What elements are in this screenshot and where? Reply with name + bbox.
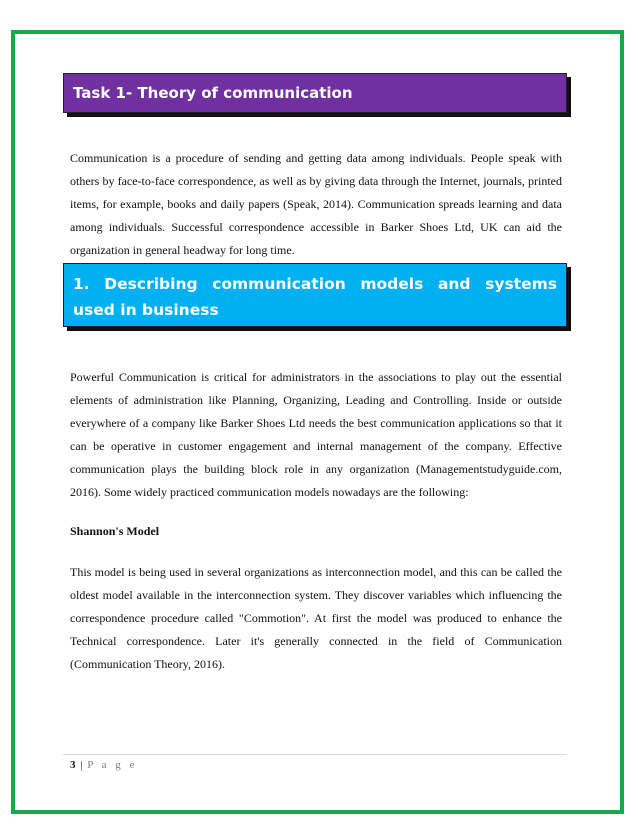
page-label: P a g e — [87, 759, 138, 771]
page-footer — [70, 759, 137, 771]
section-heading: 1. Describing communication models and systems used in business — [63, 263, 567, 327]
shannon-model-subheading: Shannon's Model — [70, 524, 160, 538]
communication-paragraph: Powerful Communication is critical for administrators in the associations to play out the essential elements of administration like Planning, Organizing, Leading and Controlling. Inside or outside everywhere of a company like Barker Shoes Ltd needs the best communication applications so that it can be operative in customer engagement and internal management of the company. Effective communication plays the building block role in any organization (Managementstudyguide.com, 2016). Some widely practiced communication models nowadays are the following: — [70, 370, 562, 499]
page-number: 3 — [70, 759, 76, 771]
shannon-model-paragraph: This model is being used in several organizations as interconnection model, and this can be called the oldest model available in the interconnection system. They discover variables which influencing the correspondence procedure called "Commotion". At first the model was produced to enhance the Technical correspondence. Later it's generally connected in the field of Communication (Communication Theory, 2016). — [70, 565, 562, 671]
footer-divider — [63, 754, 566, 755]
task-heading: Task 1- Theory of communication — [63, 73, 567, 113]
footer-separator: | — [80, 759, 83, 771]
intro-paragraph: Communication is a procedure of sending and getting data among individuals. People speak with others by face-to-face correspondence, as well as by giving data through the Internet, journals, printed items, for example, books and daily papers (Speak, 2014). Communication spreads learning and data among individuals. Successful correspondence accessible in Barker Shoes Ltd, UK can aid the organization in general headway for long time. — [70, 151, 562, 257]
